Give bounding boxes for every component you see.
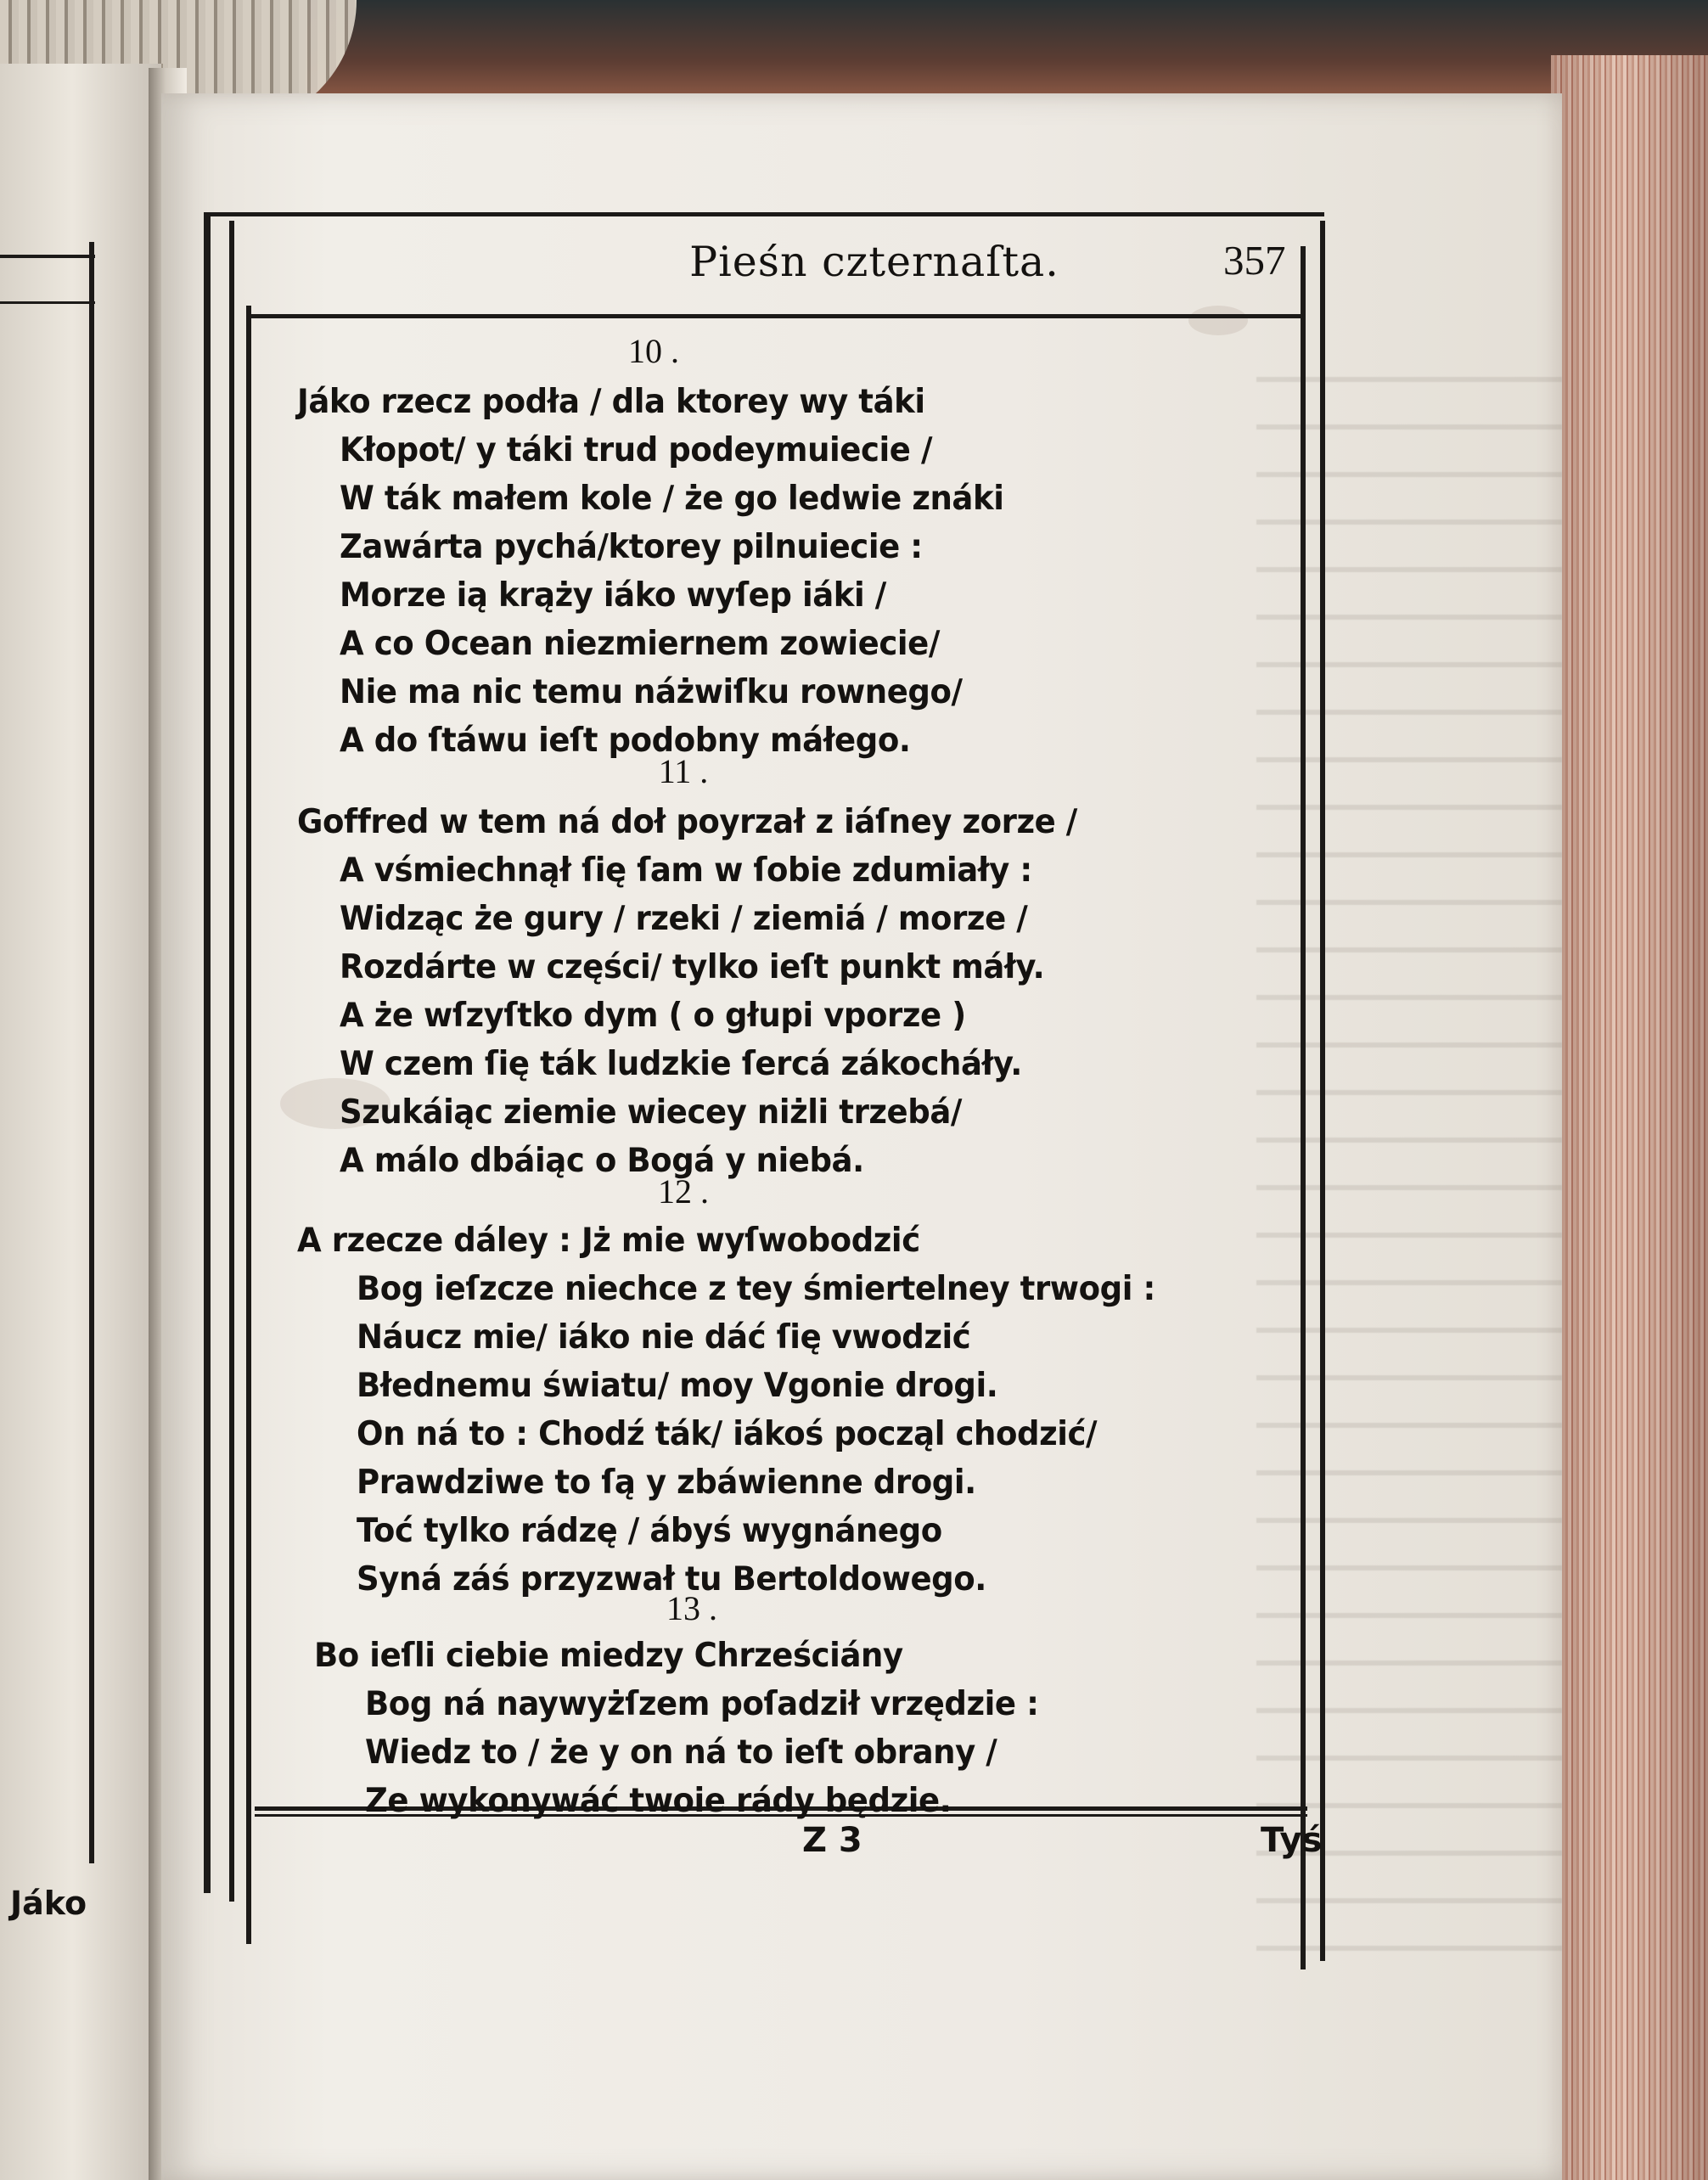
poem-line: A że wſzyſtko dym ( o głupi vporze )	[340, 997, 966, 1035]
poem-line: Bo ieſli ciebie miedzy Chrześciány	[314, 1637, 903, 1675]
poem-line: Zawárta pychá/ktorey pilnuiecie :	[340, 528, 923, 566]
stanza-number: 13 .	[666, 1589, 717, 1627]
poem-line: W czem ſię ták ludzkie ſercá zákocháły.	[340, 1045, 1022, 1083]
poem-line: Syná záś przyzwał tu Bertoldowego.	[357, 1560, 986, 1598]
poem-line: Jáko rzecz podła / dla ktorey wy táki	[297, 383, 925, 421]
page-title: Pieśn czternaſta.	[689, 238, 1059, 286]
page-border-rule	[1320, 221, 1325, 1961]
poem-line: A rzecze dáley : Jż mie wyſwobodzić	[297, 1222, 920, 1260]
page-border-rule	[246, 306, 251, 1944]
signature-mark: Z 3	[802, 1821, 862, 1860]
catchword: Tyś	[1261, 1821, 1323, 1860]
poem-line: Toć tylko rádzę / ábyś wygnánego	[357, 1512, 942, 1550]
stanza-number: 10 .	[628, 332, 679, 370]
left-page-rule	[0, 255, 95, 258]
page-border-rule	[1301, 246, 1306, 1969]
poem-line: Szukáiąc ziemie wiecey niżli trzebá/	[340, 1093, 963, 1132]
page-number: 357	[1223, 237, 1286, 284]
poem-line: Bog ná naywyżſzem poſadził vrzędzie :	[365, 1685, 1039, 1723]
poem-line: On ná to : Chodź ták/ iákoś począl chodzić/	[357, 1415, 1098, 1453]
stanza-number: 12 .	[658, 1172, 709, 1211]
paper-stain	[1188, 306, 1248, 335]
poem-line: A co Ocean niezmiernem zowiecie/	[340, 625, 940, 663]
poem-line: A málo dbáiąc o Bogá y niebá.	[340, 1142, 864, 1180]
poem-line: Wiedz to / że y on ná to ieſt obrany /	[365, 1733, 997, 1772]
poem-line: Błednemu światu/ moy Vgonie drogi.	[357, 1367, 998, 1405]
poem-line: Ze wykonywáć twoie rády będzie.	[365, 1782, 952, 1820]
poem-line: Náucz mie/ iáko nie dáć ſię vwodzić	[357, 1318, 971, 1357]
left-page-catchword: Jáko	[10, 1885, 87, 1922]
poem-line: Widząc że gury / rzeki / ziemiá / morze /	[340, 900, 1028, 938]
poem-line: Prawdziwe to ſą y zbáwienne drogi.	[357, 1464, 976, 1502]
page-border-rule	[204, 212, 211, 1893]
poem-line: Kłopot/ y táki trud podeymuiecie /	[340, 431, 933, 469]
left-page-rule	[89, 242, 94, 1863]
poem-line: Goffred w tem ná doł poyrzał z iáſney zorze /	[297, 803, 1077, 841]
poem-line: Nie ma nic temu náżwiſku rownego/	[340, 673, 963, 711]
poem-line: Morze ią krąży iáko wyſep iáki /	[340, 576, 886, 615]
header-rule	[208, 212, 1324, 216]
page-border-rule	[229, 221, 234, 1902]
poem-line: A do ſtáwu ieſt podobny máłego.	[340, 722, 911, 760]
poem-line: A vśmiechnął ſię ſam w ſobie zdumiały :	[340, 851, 1032, 890]
poem-line: Bog ieſzcze niechce z tey śmiertelney trwogi :	[357, 1270, 1155, 1308]
stanza-number: 11 .	[658, 752, 709, 790]
left-page-rule	[0, 301, 95, 304]
poem-line: Rozdárte w części/ tylko ieſt punkt máły.	[340, 948, 1045, 986]
poem-line: W ták małem kole / że go ledwie znáki	[340, 480, 1004, 518]
book-cover	[306, 0, 1708, 102]
page-edges	[1551, 55, 1708, 2180]
left-page	[0, 64, 163, 2180]
header-rule	[250, 314, 1303, 318]
